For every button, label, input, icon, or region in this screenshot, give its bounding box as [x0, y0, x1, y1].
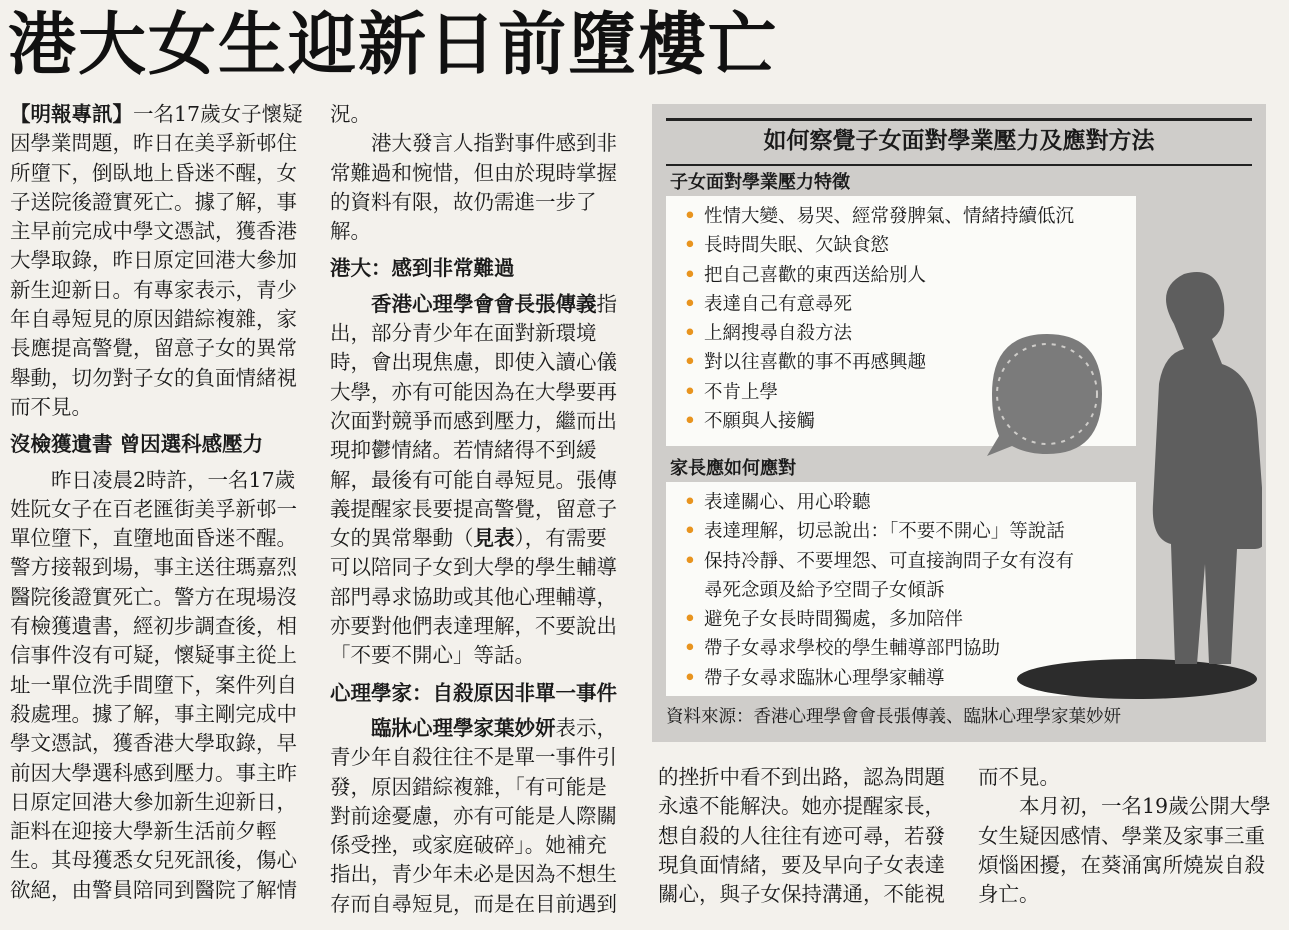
person-name: 臨牀心理學家葉妙妍: [371, 715, 556, 740]
section-heading: 子女面對學業壓力特徵: [666, 170, 1136, 196]
news-source-tag: 【明報專訊】: [10, 102, 133, 126]
list-item-text: 避免子女長時間獨處，多加陪伴: [704, 609, 964, 631]
list-item-text: 表達自己有意尋死: [704, 293, 853, 315]
article-column-2: [330, 100, 626, 919]
bullet-icon: •: [684, 492, 696, 513]
body-paragraph: [330, 290, 626, 671]
body-text: 指出，部分青少年在面對新環境時，會出現焦慮，即使入讀心儀大學，亦有可能因為在大學要再次面對競爭而感到壓力，繼而出現抑鬱情緒。若情緒得不到緩解，最後有可能自尋短見。張傳義提醒家長要提高警覺，留意子女的異常舉動（: [330, 291, 617, 551]
bullet-icon: •: [684, 235, 696, 257]
list-item-text: 帶子女尋求學校的學生輔導部門協助: [704, 638, 1001, 660]
list-item-text: 帶子女尋求臨牀心理學家輔導: [704, 667, 945, 689]
bullet-icon: •: [684, 381, 696, 403]
lead-text: 一名17歲女子懷疑因學業問題，昨日在美孚新邨住所墮下，倒臥地上昏迷不醒，女子送院後證實死亡。據了解，事主早前完成中學文憑試，獲香港大學取錄，昨日原定回港大參加新生迎新日。有專家表示，青少年自尋短見的原因錯綜複雜，家長應提高警覺，留意子女的異常舉動，切勿對子女的負面情緒視而不見。: [10, 102, 303, 419]
bullet-icon: •: [684, 293, 696, 315]
list-item-text: 表達理解，切忌說出：「不要不開心」等說話: [704, 521, 1065, 543]
person-name: 香港心理學會會長張傳義: [371, 291, 597, 316]
body-paragraph: 昨日凌晨2時許，一名17歲姓阮女子在百老匯街美孚新邨一單位墮下，直墮地面昏迷不醒。警方接報到場，事主送往瑪嘉烈醫院後證實死亡。警方在現場沒有檢獲遺書，經初步調查後，相信事件沒有可疑，懷疑事主從上址一單位洗手間墮下，案件列自殺處理。據了解，事主剛完成中學文憑試，獲香港大學取錄，早前因大學選科感到壓力。事主昨日原定回港大參加新生迎新日，詎料在迎接大學新生活前夕輕生。其母獲悉女兒死訊後，傷心欲絕，由警員陪同到醫院了解情: [10, 467, 297, 902]
bullet-icon: •: [684, 206, 696, 227]
bullet-icon: •: [684, 667, 696, 689]
article-column-3: [658, 763, 952, 909]
bullet-icon: •: [684, 609, 696, 631]
bullet-icon: •: [684, 411, 696, 433]
bullet-icon: •: [684, 352, 696, 374]
body-paragraph: 本月初，一名19歲公開大學女生疑因感情、學業及家事三重煩惱困擾，在葵涌寓所燒炭自殺身亡。: [978, 794, 1271, 907]
bullet-icon: •: [684, 323, 696, 345]
list-item-text: 表達關心、用心聆聽: [704, 492, 871, 513]
body-paragraph: 港大發言人指對事件感到非常難過和惋惜，但由於現時掌握的資料有限，故仍需進一步了解。: [330, 131, 617, 244]
article-column-1: [10, 100, 306, 905]
list-item-text: 上網搜尋自殺方法: [704, 323, 853, 345]
list-item-text: 對以往喜歡的事不再感興趣: [704, 352, 927, 374]
floor-shadow-icon: [1017, 659, 1257, 699]
list-item-text: 長時間失眠、欠缺食慾: [704, 235, 890, 257]
box-title: 如何察覺子女面對學業壓力及應對方法: [763, 128, 1155, 154]
list-item-text: 不願與人接觸: [704, 411, 816, 433]
bullet-icon: •: [684, 521, 696, 543]
thought-bubble-icon: [987, 334, 1102, 456]
headline: 港大女生迎新日前墮樓亡: [8, 6, 779, 85]
source-credit: 資料來源：香港心理學會會長張傳義、臨牀心理學家葉妙妍: [666, 707, 1121, 727]
body-paragraph: 況。: [330, 102, 371, 126]
list-item-text: 不肯上學: [704, 381, 779, 403]
list-item-text: 保持冷靜、不要埋怨、可直接詢問子女有沒有尋死念頭及給予空間子女傾訴: [704, 550, 1075, 601]
subheading-hku-response: 港大：感到非常難過: [330, 256, 515, 281]
box-title-rule: [666, 164, 1252, 166]
body-paragraph: [330, 714, 626, 919]
article-column-4: [978, 763, 1272, 909]
subheading-psychologist: 心理學家：自殺原因非單一事件: [330, 680, 617, 705]
body-paragraph: 的挫折中看不到出路，認為問題永遠不能解決。她亦提醒家長，想自殺的人往往有迹可尋，若發現負面情緒，要及早向子女表達關心，與子女保持溝通，不能視: [658, 765, 945, 907]
body-text: ），有需要可以陪同子女到大學的學生輔導部門尋求協助或其他心理輔導，亦要對他們表達理解，不要說出「不要不開心」等話。: [330, 526, 617, 668]
section-heading: 家長應如何應對: [666, 456, 1136, 482]
list-item-text: 把自己喜歡的東西送給別人: [704, 264, 927, 286]
body-text: 表示，青少年自殺往往不是單一事件引發，原因錯綜複雜，「有可能是對前途憂慮，亦有可能是人際關係受挫，或家庭破碎」。她補充指出，青少年未必是因為不想生存而自尋短見，而是在目前遇到: [330, 715, 617, 916]
see-box-reference: 見表: [473, 526, 515, 551]
standing-person-illustration: [962, 224, 1262, 704]
box-top-rule: [666, 118, 1252, 121]
info-box: [652, 104, 1266, 742]
bullet-icon: •: [684, 638, 696, 660]
bullet-icon: •: [684, 550, 696, 572]
list-item-text: 性情大變、易哭、經常發脾氣、情緒持續低沉: [704, 206, 1075, 227]
person-silhouette-icon: [1153, 272, 1262, 664]
body-paragraph: 而不見。: [978, 765, 1060, 789]
subheading-no-suicide-note: 沒檢獲遺書 曾因選科感壓力: [10, 432, 264, 457]
lead-paragraph: [10, 100, 306, 422]
bullet-icon: •: [684, 264, 696, 286]
